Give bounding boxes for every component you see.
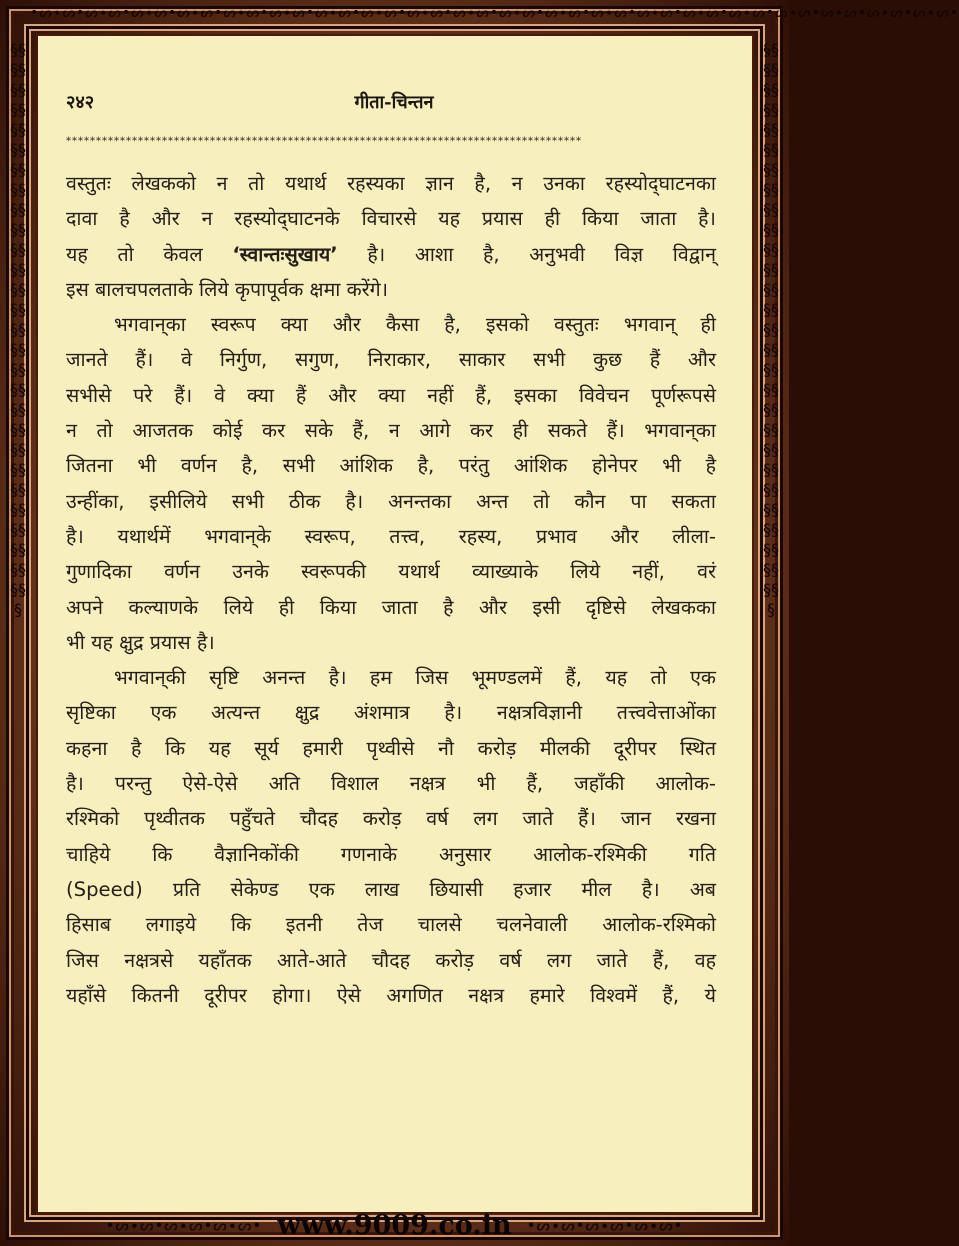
text-line: सृष्टिका एक अत्यन्त क्षुद्र अंशमात्र है। नक्षत्रविज्ञानी तत्त्ववेत्ताओंका [66,701,716,725]
text-line: हिसाब लगाइये कि इतनी तेज चालसे चलनेवाली आलोक-रश्मिको [66,913,716,937]
text-line: जानते हैं। वे निर्गुण, सगुण, निराकार, साकार सभी कुछ हैं और [66,348,716,372]
text-line: जितना भी वर्णन है, सभी आंशिक है, परंतु आंशिक होनेपर भी है [66,454,716,478]
text-line: चाहिये कि वैज्ञानिकोंकी गणनाके अनुसार आलोक-रश्मिकी गति [66,842,716,866]
text-line: दावा है और न रहस्योद्‌घाटनके विचारसे यह प्रयास ही किया जाता है। [66,207,716,231]
text-line: रश्मिको पृथ्वीतक पहुँचते चौदह करोड़ वर्ष लग जाते हैं। जान रखना [66,807,716,831]
text-line: उन्हींका, इसीलिये सभी ठीक है। अनन्तका अन्त तो कौन पा सकता [66,489,716,513]
text-line: भगवान्‌की सृष्टि अनन्त है। हम जिस भूमण्डलमें हैं, यह तो एक [114,666,716,690]
website-url[interactable]: www.9009.co.in [277,1210,512,1241]
book-page [38,36,752,1212]
text-line: इस बालचपलताके लिये कृपापूर्वक क्षमा करेंगे। [66,277,389,301]
text-line: गुणादिका वर्णन उनके स्वरूपकी यथार्थ व्याख्याके लिये नहीं, वरं [66,560,716,584]
text-line [66,237,716,272]
text-line: है। यथार्थमें भगवान्‌के स्वरूप, तत्त्व, रहस्य, प्रभाव और लीला- [66,524,716,548]
text-line: यहाँसे कितनी दूरीपर होगा। ऐसे अगणित नक्षत्र हमारे विश्वमें हैं, ये [66,983,716,1007]
page-number: २४२ [66,92,95,113]
text-line: भगवान्‌का स्वरूप क्या और कैसा है, इसको वस्तुतः भगवान् ही [114,313,716,337]
text-line: अपने कल्याणके लिये ही किया जाता है और इसी दृष्टिसे लेखकका [66,595,716,619]
top-ornament: •ᔕ∙ᔕ•ᔕ∙ᔕ•ᔕ∙ᔕ•ᔕ∙ᔕ•ᔕ∙ᔕ•ᔕ∙ᔕ•ᔕ∙ᔕ•ᔕ∙ᔕ•ᔕ∙ᔕ•ᔕ∙ᔕ•ᔕ∙ᔕ•ᔕ∙ᔕ•ᔕ∙ᔕ•ᔕ∙ᔕ•ᔕ∙ᔕ•ᔕ∙ᔕ•ᔕ∙ᔕ•ᔕ∙ᔕ•ᔕ∙ᔕ•ᔕ∙ᔕ• [30,5,959,21]
footer-ornament-right: •ᔕ∙ᔕ•ᔕ∙ᔕ•ᔕ∙ᔕ• [526,1216,684,1235]
text-line-part: यह तो केवल [66,242,233,266]
right-ornament: §§§§§§§§§§§§§§§§§§§§§§§§§§§§§§§§§§§§§§§§§§§§§§§§§§§§§§§§§ [763,40,779,619]
footer-ornament-left: •ᔕ∙ᔕ•ᔕ∙ᔕ•ᔕ∙ᔕ• [105,1216,263,1235]
running-title: गीता-चिन्तन [354,92,434,113]
text-line: न तो आजतक कोई कर सके हैं, न आगे कर ही सकते हैं। भगवान्‌का [66,419,716,443]
footer [0,1210,789,1242]
body-text [66,166,716,1013]
page-header [66,90,722,120]
text-line-part: है। आशा है, अनुभवी विज्ञ विद्वान् [337,242,716,266]
text-line: वस्तुतः लेखकको न तो यथार्थ रहस्यका ज्ञान है, न उनका रहस्योद्‌घाटनका [66,172,716,195]
text-line: सभीसे परे हैं। वे क्या हैं और क्या नहीं हैं, इसका विवेचन पूर्णरूपसे [66,383,716,407]
text-line: कहना है कि यह सूर्य हमारी पृथ्वीसे नौ करोड़ मीलकी दूरीपर स्थित [66,736,716,760]
text-line: भी यह क्षुद्र प्रयास है। [66,630,215,654]
emphasis-term: ‘स्वान्तःसुखाय’ [232,242,338,266]
text-line: जिस नक्षत्रसे यहाँतक आते-आते चौदह करोड़ वर्ष लग जाते हैं, वह [66,948,716,972]
asterisk-rule: ************************************************************************************** [66,136,582,147]
text-line: है। परन्तु ऐसे-ऐसे अति विशाल नक्षत्र भी हैं, जहाँकी आलोक- [66,772,716,796]
left-ornament: §§§§§§§§§§§§§§§§§§§§§§§§§§§§§§§§§§§§§§§§§§§§§§§§§§§§§§§§§ [10,40,26,619]
text-line: (Speed) प्रति सेकेण्ड एक लाख छियासी हजार मील है। अब [66,877,716,901]
